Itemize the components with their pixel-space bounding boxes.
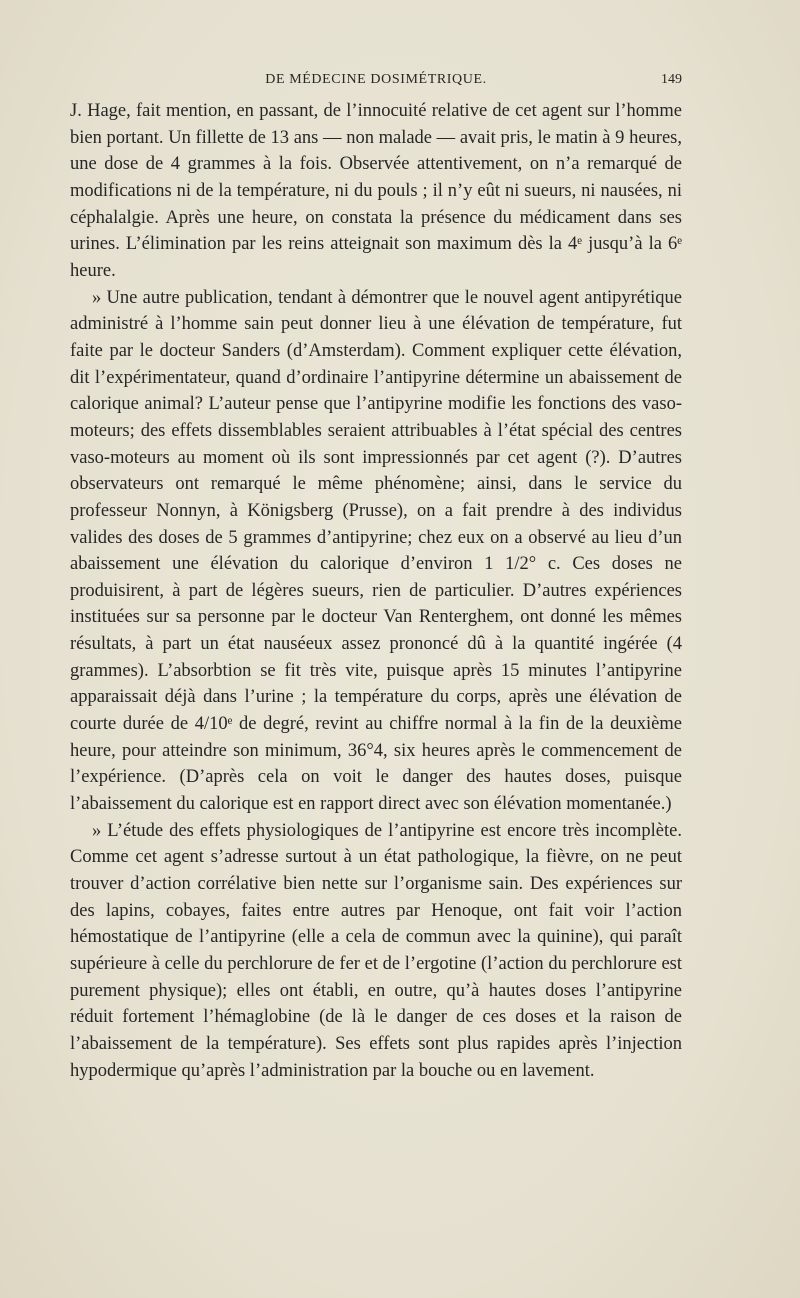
- running-title: DE MÉDECINE DOSIMÉTRIQUE.: [265, 72, 487, 87]
- page-number: 149: [661, 72, 682, 87]
- paragraph-2: » Une autre publication, tendant à démontrer que le nouvel agent antipyrétique administré à l’homme sain peut donner lieu à une élévation de température, fut faite par le docteur Sanders (d’Amsterdam). Comment expliquer cette élévation, dit l’expérimentateur, quand d’ordinaire l’antipyrine détermine un abaissement de calorique animal? L’auteur pense que l’antipyrine modifie les fonctions des vaso-moteurs; des effets dissemblables seraient attribuables à l’état spécial des centres vaso-moteurs au moment où ils sont impressionnés par cet agent (?). D’autres observateurs ont remarqué le même phénomène; ainsi, dans le service du professeur Nonnyn, à Königsberg (Prusse), on a fait prendre à des individus valides des doses de 5 grammes d’antipyrine; chez eux on a observé au lieu d’un abaissement une élévation du calorique d’environ 1 1/2° c. Ces doses ne produisirent, à part de légères sueurs, rien de particulier. D’autres expériences instituées sur sa personne par le docteur Van Renterghem, ont donné les mêmes résultats, à part un état nauséeux assez prononcé dû à la quantité ingérée (4 grammes). L’absorbtion se fit très vite, puisque après 15 minutes l’antipyrine apparaissait déjà dans l’urine ; la température du corps, après une élévation de courte durée de 4/10ᵉ de degré, revint au chiffre normal à la fin de la deuxième heure, pour atteindre son minimum, 36°4, six heures après le commencement de l’expérience. (D’après cela on voit le danger des hautes doses, puisque l’abaissement du calorique est en rapport direct avec son élévation momentanée.): [70, 287, 682, 815]
- paragraph-1: J. Hage, fait mention, en passant, de l’innocuité relative de cet agent sur l’homme bien portant. Un fillette de 13 ans — non malade — avait pris, le matin à 9 heures, une dose de 4 grammes à la fois. Observée attentivement, on n’a remarqué de modifications ni de la température, ni du pouls ; il n’y eût ni sueurs, ni nausées, ni céphalalgie. Après une heure, on constata la présence du médicament dans ses urines. L’élimination par les reins atteignait son maximum dès la 4ᵉ jusqu’à la 6ᵉ heure.: [70, 101, 682, 281]
- page-header: [70, 72, 682, 96]
- body-text: [70, 98, 682, 1084]
- paragraph-3: » L’étude des effets physiologiques de l’antipyrine est encore très incomplète. Comme cet agent s’adresse surtout à un état pathologique, la fièvre, on ne peut trouver d’action corrélative bien nette sur l’organisme sain. Des expériences sur des lapins, cobayes, faites entre autres par Henoque, ont fait voir l’action hémostatique de l’antipyrine (elle a cela de commun avec la quinine), qui paraît supérieure à celle du perchlorure de fer et de l’ergotine (l’action du perchlorure est purement physique); elles ont établi, en outre, qu’à hautes doses l’antipyrine réduit fortement l’hémaglobine (de là le danger de ces doses et la raison de l’abaissement de la température). Ses effets sont plus rapides après l’injection hypodermique qu’après l’administration par la bouche ou en lavement.: [70, 820, 682, 1081]
